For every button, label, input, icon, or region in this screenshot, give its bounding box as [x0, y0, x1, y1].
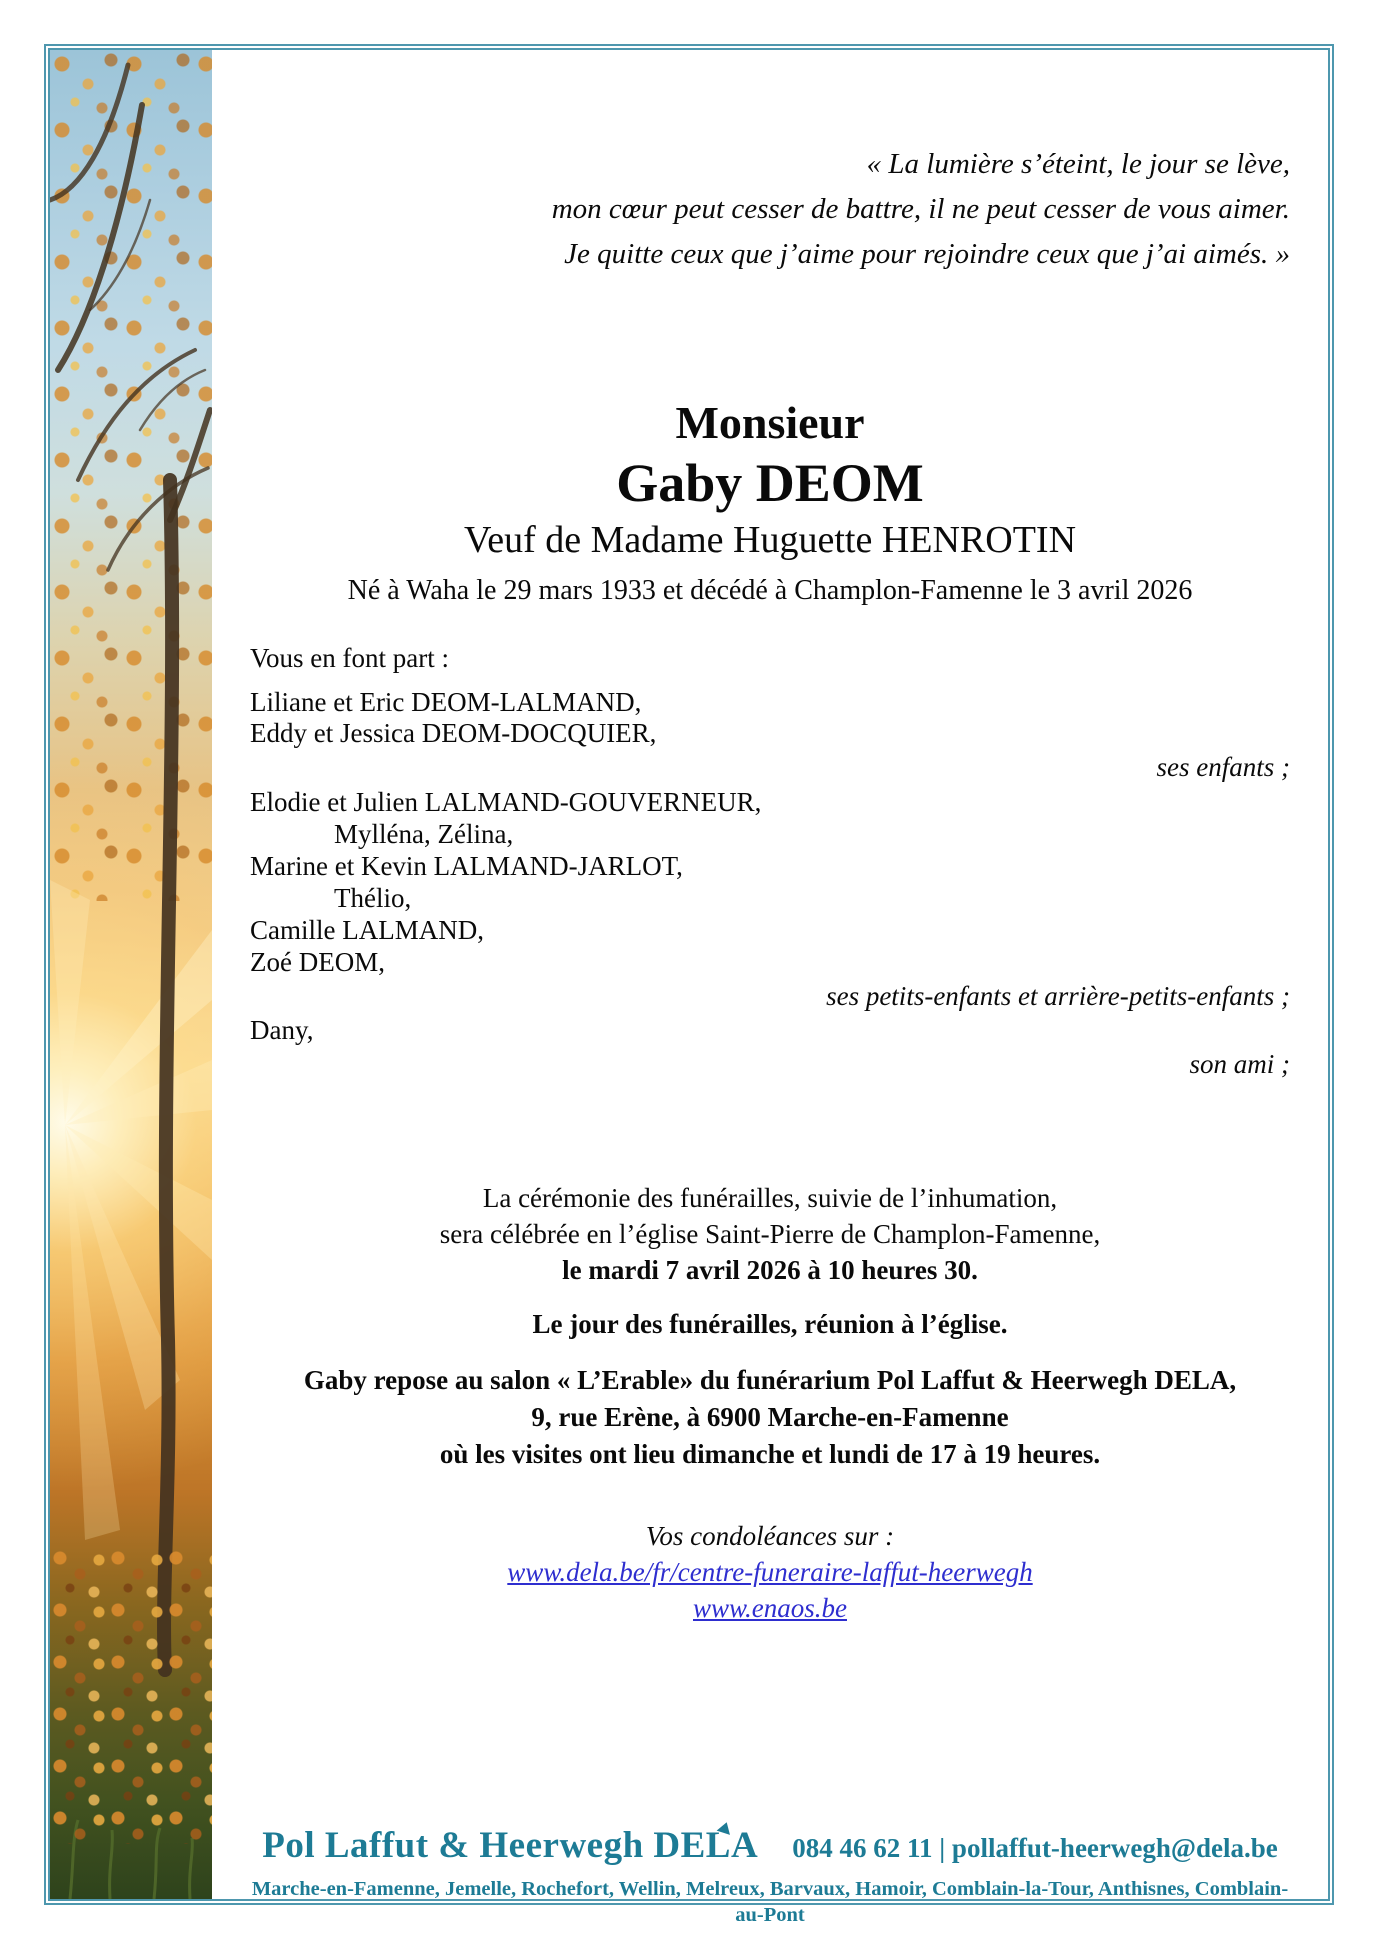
quote-line: mon cœur peut cesser de battre, il ne peut cesser de vous aimer. — [551, 193, 1290, 225]
family-member: Liliane et Eric DEOM-LALMAND, — [250, 687, 642, 717]
family-member: Mylléna, Zélina, — [334, 819, 514, 849]
deceased-relation: Veuf de Madame Huguette HENROTIN — [463, 519, 1077, 561]
condolences-link-enaos[interactable]: www.enaos.be — [693, 1593, 847, 1623]
family-member: Marine et Kevin LALMAND-JARLOT, — [250, 851, 683, 881]
children-label: ses enfants ; — [1156, 752, 1290, 782]
deceased-name: Gaby DEOM — [616, 453, 924, 513]
family-member: Elodie et Julien LALMAND-GOUVERNEUR, — [250, 787, 762, 817]
funeral-home-locations: Marche-en-Famenne, Jemelle, Rochefort, Wellin, Melreux, Barvaux, Hamoir, Comblain-la-Tour, Anthisnes, Comblain-au-Pont — [251, 1878, 1289, 1926]
footer-brand-row — [250, 1824, 1290, 1868]
funeral-home-footer — [250, 1824, 1290, 1928]
ceremony-date-line: le mardi 7 avril 2026 à 10 heures 30. — [562, 1255, 978, 1285]
family-member: Eddy et Jessica DEOM-DOCQUIER, — [250, 718, 657, 748]
children-list — [250, 687, 1290, 749]
ceremony-line: sera célébrée en l’église Saint-Pierre de Champlon-Famenne, — [439, 1219, 1101, 1249]
funeral-home-contact: 084 46 62 11 | pollaffut-heerwegh@dela.be — [792, 1833, 1278, 1863]
condolences-intro: Vos condoléances sur : — [645, 1521, 895, 1551]
repose-line: Gaby repose au salon « L’Erable» du funérarium Pol Laffut & Heerwegh DELA, — [303, 1365, 1237, 1395]
announcement-content — [250, 50, 1290, 1928]
repose-line: où les visites ont lieu dimanche et lundi de 17 à 19 heures. — [439, 1439, 1101, 1469]
repose-line: 9, rue Erène, à 6900 Marche-en-Famenne — [531, 1402, 1009, 1432]
friend-name: Dany, — [250, 1015, 314, 1045]
deceased-title-block — [250, 395, 1290, 565]
friend-label: son ami ; — [1189, 1049, 1290, 1079]
repose-details — [250, 1362, 1290, 1473]
reunion-line: Le jour des funérailles, réunion à l’église. — [532, 1309, 1008, 1339]
ceremony-details — [250, 1180, 1290, 1288]
grandchildren-label: ses petits-enfants et arrière-petits-enfants ; — [826, 981, 1290, 1011]
family-member: Zoé DEOM, — [250, 947, 385, 977]
quote-line: « La lumière s’éteint, le jour se lève, — [866, 148, 1290, 180]
fallen-leaves-texture — [50, 1548, 212, 1844]
ceremony-line: La cérémonie des funérailles, suivie de l’inhumation, — [482, 1183, 1058, 1213]
grandchildren-list — [250, 786, 1290, 978]
family-member: Thélio, — [334, 883, 412, 913]
autumn-trees-photo — [50, 50, 212, 1899]
birth-death-line: Né à Waha le 29 mars 1933 et décédé à Champlon-Famenne le 3 avril 2026 — [347, 575, 1193, 606]
deceased-civility: Monsieur — [675, 397, 865, 448]
announcement-intro: Vous en font part : — [250, 643, 449, 673]
family-member: Camille LALMAND, — [250, 915, 484, 945]
funeral-home-brand: Pol Laffut & Heerwegh DELA — [262, 1825, 759, 1866]
memorial-quote — [250, 142, 1290, 277]
funeral-home-logo — [262, 1824, 758, 1868]
condolences-link-dela[interactable]: www.dela.be/fr/centre-funeraire-laffut-heerwegh — [507, 1557, 1033, 1587]
quote-line: Je quitte ceux que j’aime pour rejoindre ceux que j’ai aimés. » — [564, 238, 1290, 270]
condolences-block — [250, 1518, 1290, 1626]
